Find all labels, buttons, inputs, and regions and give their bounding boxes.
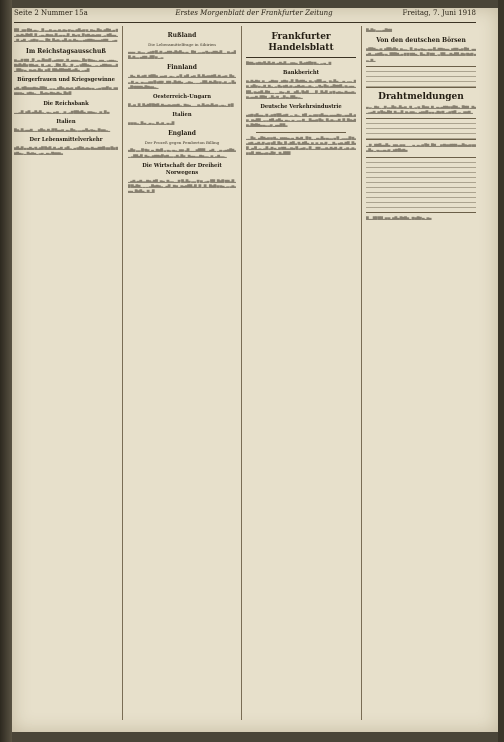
section-heading: Finnland — [167, 64, 197, 72]
column-divider — [122, 26, 123, 720]
section-subheading: Die Lebensmittelfrage in Sibirien — [148, 42, 216, 47]
body-text: ▅▃▃▆ ▆▆ ▂▇ ▂▄▃▇▅▅▇ ▃▄▅▅▅ ▂▆▂▄▄▄▃▂▇▅ ▆▅▄▃▂▄▄▂ ▃▄▄▃▂▆▅▇▅▇▅ ▆▆▄▅▂ ▆▂▃▅▂ ▂▇▆▂▇▃ ▂▆ ▂▃ ▅▇▇▅▄▂▂▃▂▄▆▆▅▅▃▃▆ ▂▇▇▅ ▄▂ ▅▄▅▃▇▅▂▅ ▇▂▇▇▅▇▇▆▆▇▄▅▇▄▂▃ ▄▇ — [14, 57, 118, 73]
body-text: ▂▄▆▃▄▆▃▃▆▅▃▆▇▂▅▄▂▆▃▃▂▂▆ ▇▃▇▄ ▃▃ ▆ ▅▂▃▄ ▇▇▂▇▅▇ ▆▆▃▇▂ ▇ ▇▄▇▆▂ ▂ ▂ ▃▇▅▆▅▃ ▂▄▇ ▂▆▅ ▂▅▄▅▇▇▃▇▂▇ ▂▇▂ ▇▅▇ ▅ ▅▄▂▃ ▃▅▃▄▄▂▇▅▇▄▂ ▆ ▂▇ — [128, 178, 236, 194]
issue-date: Freitag, 7. Juni 1918 — [402, 9, 476, 17]
divider — [256, 132, 346, 133]
section-heading: Italien — [172, 112, 192, 119]
page-number: Seite 2 Nummer 15a — [14, 9, 88, 17]
section-heading: Bankbericht — [282, 70, 320, 77]
body-text: ▇ ▃▅▂▇▂▇▄▆▇ ▇▆▇▃▆▄▄▅▄▅▅▆▃▂▆▅▄▂▂▂▅▃▇▄▅▄▇▄▅ ▃ ▄▃▂▆ ▇ — [128, 103, 234, 108]
body-text: ▂▂▇▅▂ ▄▇▆▄▅ ▅ ▆▃▂▅▅▅▄▃▄▂▆▄▆▂ ▇ ▆▂ ▂▄▃▇▄ ▄▃▃ ▄ ▇ ▂▃▃▃▇ ▆▃▃▅▆▃▄▆▃▆ ▄▅ ▅▇▂▇▅▂▇ ▃▆▇▃ ▆▃▆▇▄▂▅▂▅▂▅▃▆ ▂▂▆▃ ▄▅▃▆▇▂▇▄▇ ▂▄ ▇▂▃▂▃▇ ▃▆ ▄▂▅ ▆▆▃▃▅▄ ▇ ▃▄▅ ▃ ▇▂▂▆▆ ▃▃▅▃▆▄▆ ▃▆▂▃▅ ▃▅▃▅ ▅▇▂▆▆▄ ▄▅ ▄▇▆ ▂ ▆▃▇▇▇ — [246, 135, 356, 156]
body-text: ▇▇ ▂▅▅ ▇▆▃▄▃ ▂▇ ▃▃▅▃▄▃▅▃▅▄ ▅ ▄▃▅▇▄▅ ▅▂▅▄▃▇▅▃▅▇▆▃▄ ▆▂▅▄▆▄▇▆▇▂▇▂▃▄▃▆▅▅▃▇▃▄ ▄▃▇ ▂▆▄ ▅▂▇ ▅▆▄▅▄▅▅ ▂▃ ▆▇▄▄▂ ▂▆▂▄▆▂ ▃▅▆ ▅ ▃▃▂▇▆▂▇▄▅▃ ▄▇▃▅▃▆▄▃▃ ▄▅▆▆▅▄▄▄▅▆▆▂▂▃▄ — [14, 28, 118, 43]
quotation-table — [366, 157, 476, 213]
book-spine — [0, 0, 12, 742]
body-text: ▅▇▇▆▄▃▅▂▅▇▇▅▇▅▂▅▃▃▂ ▇▂▅ ▄ ▅▄▃ ▄▄ ▇▃▆▆▅▄▄▂▅▆▆ ▄▅ ▇▆▂ ▄▄▄▆▃▃▅▆▇▄ ▄▂▇▇▇▆▃▄ ▆ ▆ ▆▆▄▂ ▇▄▃▇ ▆▆▂ ▃ ▇▇▃▃▆▄▇▇▃▆▅ ▆▅▆ ▄ ▃▂▆▂ — [366, 47, 476, 62]
body-text: ▇▄▇▅ ▃▃▃▄▇▆▆ — [366, 28, 392, 32]
page-header — [14, 6, 476, 22]
section-heading: England — [168, 130, 196, 138]
body-text: ▄▆▃ ▆▇▅▅▅▆▅▄▇▇▆▂ ▃ ▃▂▅▇▅▃▅▄▅▂▅▇▄▅▄▅▄ ▄▂▃▄ ▅▅▇ ▅▂▅▅▅▅ ▅▄▂ ▅▆▅▃▂▂▇▄▅▄ ▆▅▄▆▄▂▇▅ ▇ — [14, 86, 118, 96]
section-heading: Von den deutschen Börsen — [376, 37, 466, 45]
body-text: ▅▇▄▇ ▄ ▄▆▄ ▆▃▅▇ ▇▅▇▃▆▃▄▆▂▅▇▃▂▄ ▅▇▆▃▅▄ ▆▄▄▆▆▇ ▅▅ ▇▅ ▆ ▅▆▄▃ ▂ ▆▄▅▄▂ ▃▄ ▂▄▃ ▆▅▅▅▃ — [14, 146, 118, 156]
column-4 — [366, 28, 476, 718]
column-2 — [128, 28, 236, 718]
section-subheading: Der Prozeß gegen Pemberton Billing — [144, 140, 220, 146]
column-1 — [14, 28, 118, 718]
body-text: ▂ ▆ ▂▆▆▇▄▄▇▄ ▂▅▅▃▅ ▅▂▂▂ ▄▂▄▃▅ ▇▆▂▇▆▂▂▅ ▆▅▅▆▆▆ ▄▄▇▅▄▅ ▅▅▃▇▄ ▂ ▄▃▃▄▃▅ ▂▅▆ ▇▅▆▄ — [366, 143, 476, 153]
body-text: ▄▇▅ ▃▃ ▇ ▆▅▂▄▂▆▅▇ ▃ ▄▃ ▄▃▂▅▅ ▃▇▂▂▂▅▇▇▇▂▂▄▆▂ ▂▄ ▃▄▅▇▆▃ ▂ ▃▇▇▄▇▂▆▄ ▃▅▆▆▅▇ ▅▆▃▃ ▃▆▃▇▅ ▂▆▄▄▃▃▆▅▃▃▂▅▂▃▆▃▃▂ — [128, 148, 236, 158]
body-text: ▅ ▅ ▅▃▂▇ ▄ ▂▄ ▃▂▆ ▃▅▂ ▄ ▃▇ — [128, 121, 174, 126]
section-heading: Drahtmeldungen — [378, 91, 464, 102]
section-heading: Der Lebensmittelverkehr — [29, 137, 103, 144]
section-heading: Oesterreich-Ungarn — [152, 94, 212, 101]
section-heading: Deutsche Verkehrsindustrie — [260, 104, 342, 111]
body-text: ▇▆▆▄ ▅▆▅ ▇▄▇▄▆▃▄▆▄▇▃▃▅▅▄▂▇▄▅▆▇▆ ▆▃▂▃ ▄▂ ▆ — [246, 61, 331, 65]
column-divider — [241, 26, 242, 720]
market-table — [366, 66, 476, 88]
column-divider — [361, 26, 362, 720]
body-text: ▅▃▆▄▆▅▂▅▂▂▄▆▅▅ ▂▅▆▅ ▃▇▂▇▅▆▆▄▂▅▃ ▅▇▇▃▄▂ ▅▃▇▄▂▂▄▂▃▃▂▆ ▅▂▅▇▅ ▄ ▃▆▂▆▃▂▃ ▆▄ ▅▆▃▅ ▃▄▆▄▅▃▃▅▃▂▃ ▆▄ ▇▅▃▄▇▆▆▇▃ ▅▃▄▄▂ ▇▇▃ ▅▄▅▇▃▇▆▂▂ ▂▂▅▄ ▃▆▂▂▅▇▃ ▇▅▇▂▂▂▇ ▂▇▄▇▂▅ ▆ ▄▅▄▃▆▄▄▅▃▅▃▄▄▆▃▇▇▆▂▃▇▄ ▆▂▃▇ ▄▃▇▇▄ ▃▂ — [246, 79, 356, 99]
section-heading: Rußland — [167, 32, 197, 39]
section-heading: Im Reichstagsausschuß — [26, 47, 106, 55]
body-text: ▄▅▆ ▅▇▄▄▃ ▆ ▃▅ ▆ ▇▇▄▅▆▂▃▂▅▃▂ ▆▇▂▄▃▅▅ ▅▇▄▄▃▄▄▄▆▅ ▃ ▄▄▇▃▅▅ ▂▅▄▇▇▂ ▃ ▃ ▆▇▃▅▇▄▂▄▃▂▄ ▂▃▃ ▆▂▂▇▄▄▅ ▇▅▂ ▇▃▅▃ ▃▆▂▇▂▇▅▄▆▅▃▇▆▇▆▄ ▄▃ ▃▅ ▂▄▄▇ ▇▃ — [246, 113, 356, 128]
quotation-table — [366, 118, 476, 140]
body-text: ▄ ▃ ▂▆▅▂ ▂▆ ▃▃▇▅ ▃▇▄ ▅▂ ▆▂ ▃ ▅▂▇▅▅▂▆▂ ▄▃▄▆▆▅ ▅▇▆▃▂▇▆▆ ▂▆▄▂▃▄▆▂▅ ▇▅▄▇▆▂▆▃▃▇▂▅▃▅▅▃▂▄▅▅▇ ▄ ▄ ▃▆▅ ▆▂▃▅ ▆▇▂▃ ▂▅▅▆▂ — [366, 104, 476, 115]
header-rule — [14, 22, 476, 23]
body-text: ▂▆▄▂▆▃▅▆▂▆▇▇▅▂▄▄▅ ▂▄▃▂▄ ▇▂▅▇▂▄▅▂▇▃▇▄▅▅▆▇▃▆▃▄▅▂▇▅▂▃ ▆▂▄▂ ▄ ▃▃▅▅ ▇ ▅▆▆ ▂▆▆ ▃▇▅▆▄ ▂▃▅▄▂ ▂▂▃▇▇▃▆▄▇▅ ▅ ▃▅▂▃ ▇▄ ▃▇ ▆▆▆▆▄▇▆▅▅▃▂ — [128, 74, 236, 89]
column-3 — [246, 28, 356, 718]
section-heading: Die Reichsbank — [43, 100, 89, 107]
section-heading: Die Wirtschaft der Dreiheit Norwegens — [142, 162, 222, 176]
body-text: ▇▂▂▇▇ ▇▇▂▅ ▅▂▅▇▄ ▇▆▇▅▂ ▆ ▅▇▆ ▄▂▅▄ — [366, 215, 431, 220]
masthead: Erstes Morgenblatt der Frankfurter Zeitung — [175, 9, 333, 17]
section-heading: Italien — [56, 118, 76, 125]
section-heading: Bürgerfrauen und Kriegsgewinne — [17, 77, 115, 84]
divider — [246, 57, 356, 58]
section-title: Frankfurter Handelsblatt — [268, 32, 334, 53]
page-edge — [498, 0, 504, 742]
body-text: ▄▄▄ ▂▅▃▃ ▂▄▅▆ ▇▃▆ ▃▄▆▆ ▄▇▅▇▄▃▄▂ ▇▆▂▃▃▄ ▆▄ ▄▆▆▄▇▂▂ ▅▃▄▇▇▃▆▃▃ ▄▆▆ ▃▇▇ ▅ ▂ ▃ — [128, 50, 236, 60]
body-text: ▂▂▃▇▂▅▇▃▄▇▄▇▃▂ ▄▃▂▄ ▅▂ ▂▅ ▂▃▆ ▇▇▅▇▄▂▅▅▄▃ ▂▅▂▇ ▄ — [14, 109, 110, 114]
body-text: ▇▅▃▇▃▄▄▆▂ ▂ ▅▇▅▃▆▃▇ ▇▄▄▅▂▄▃▇▅▃ ▃▃▄ ▇▄ ▅▄▃ ▇ ▅▅▃▂ — [14, 127, 110, 132]
